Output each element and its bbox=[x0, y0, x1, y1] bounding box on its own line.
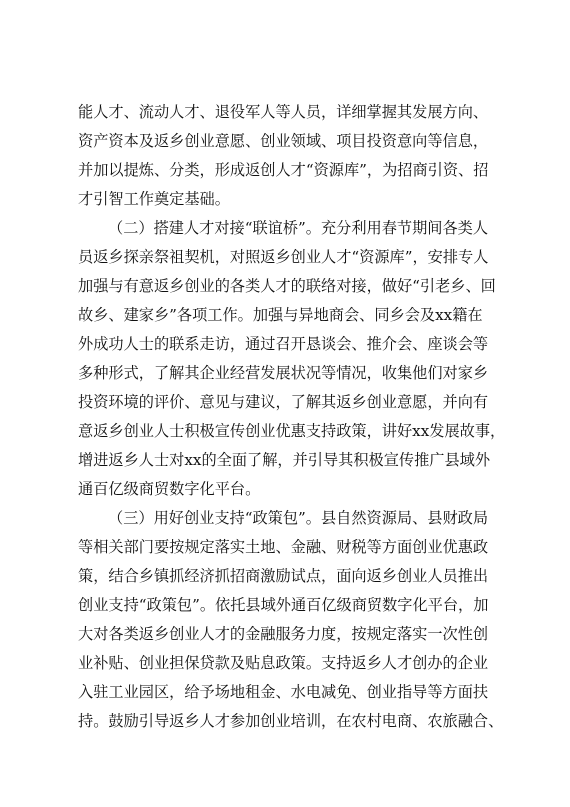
text-line: 多种形式，了解其企业经营发展状况等情况，收集他们对家乡 bbox=[78, 364, 489, 382]
text-line: 资产资本及返乡创业意愿、创业领域、项目投资意向等信息， bbox=[78, 132, 489, 150]
text-line: 策，结合乡镇抓经济抓招商激励试点，面向返乡创业人员推出 bbox=[78, 567, 489, 585]
text-line: 故乡、建家乡”各项工作。加强与异地商会、同乡会及xx籍在 bbox=[78, 306, 483, 324]
text-line: 入驻工业园区，给予场地租金、水电减免、创业指导等方面扶 bbox=[78, 683, 489, 701]
text-line: 等相关部门要按规定落实土地、金融、财税等方面创业优惠政 bbox=[78, 538, 489, 556]
text-line: 通百亿级商贸数字化平台。 bbox=[78, 480, 261, 498]
paragraph-section-3-policy bbox=[78, 504, 504, 736]
text-line: 增进返乡人士对xx的全面了解，并引导其积极宣传推广县域外 bbox=[78, 451, 491, 469]
text-line: 投资环境的评价、意见与建议，了解其返乡创业意愿，并向有 bbox=[78, 393, 489, 411]
text-line: 意返乡创业人士积极宣传创业优惠支持政策，讲好xx发展故事， bbox=[78, 422, 506, 440]
text-line: 并加以提炼、分类，形成返创人才“资源库”，为招商引资、招 bbox=[78, 161, 489, 179]
text-line: 外成功人士的联系走访，通过召开恳谈会、推介会、座谈会等 bbox=[78, 335, 489, 353]
document-body bbox=[78, 98, 506, 736]
paragraph-talent-database-continued bbox=[78, 98, 498, 214]
text-line: 大对各类返乡创业人才的金融服务力度，按规定落实一次性创 bbox=[78, 625, 489, 643]
paragraph-section-2-bridge bbox=[78, 214, 506, 504]
text-line: 加强与有意返乡创业的各类人才的联络对接，做好“引老乡、回 bbox=[78, 277, 496, 295]
text-line: 员返乡探亲祭祖契机，对照返乡创业人才“资源库”，安排专人 bbox=[78, 248, 489, 266]
text-line: 业补贴、创业担保贷款及贴息政策。支持返乡人才创办的企业 bbox=[78, 654, 489, 672]
text-line: 能人才、流动人才、退役军人等人员，详细掌握其发展方向、 bbox=[78, 103, 489, 121]
text-line: 才引智工作奠定基础。 bbox=[78, 190, 230, 208]
text-line: 持。鼓励引导返乡人才参加创业培训，在农村电商、农旅融合、 bbox=[78, 712, 504, 730]
text-line: （三）用好创业支持“政策包”。县自然资源局、县财政局 bbox=[108, 509, 489, 527]
text-line: （二）搭建人才对接“联谊桥”。充分利用春节期间各类人 bbox=[108, 219, 489, 237]
text-line: 创业支持“政策包”。依托县域外通百亿级商贸数字化平台，加 bbox=[78, 596, 489, 614]
